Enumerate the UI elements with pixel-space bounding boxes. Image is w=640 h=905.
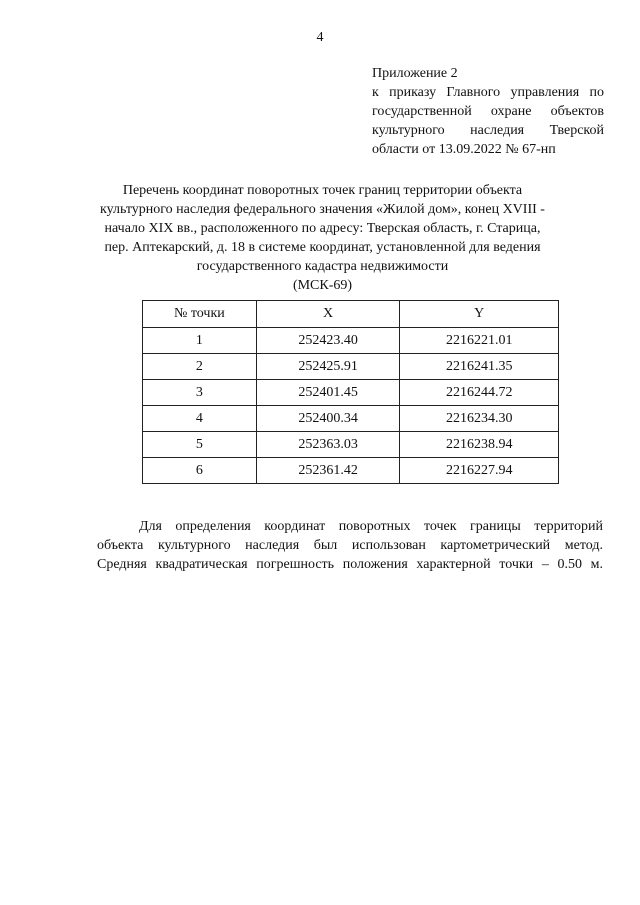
table-row: [143, 354, 559, 380]
table-row: [143, 380, 559, 406]
appendix-header: [372, 64, 604, 159]
note-line: объекта культурного наследия был использован картометрический метод.: [97, 538, 603, 553]
title-line: государственного кадастра недвижимости: [196, 259, 449, 274]
title-line: культурного наследия федерального значения «Жилой дом», конец XVIII -: [100, 202, 545, 217]
cell-x: 252423.40: [256, 328, 400, 354]
cell-point: 6: [143, 458, 257, 484]
table-row: [143, 458, 559, 484]
cell-x: 252363.03: [256, 432, 400, 458]
cell-point: 2: [143, 354, 257, 380]
cell-x: 252425.91: [256, 354, 400, 380]
note-line: Для определения координат поворотных точек границы территорий: [139, 519, 603, 534]
cell-point: 1: [143, 328, 257, 354]
cell-x: 252400.34: [256, 406, 400, 432]
title-line: пер. Аптекарский, д. 18 в системе координат, установленной для ведения: [104, 240, 541, 255]
title-line: начало XIX вв., расположенного по адресу: Тверская область, г. Старица,: [104, 221, 541, 236]
table-header-row: [143, 301, 559, 328]
note-line: Средняя квадратическая погрешность положения характерной точки – 0.50 м.: [97, 557, 603, 572]
header-point-number: № точки: [143, 301, 257, 328]
table-row: [143, 406, 559, 432]
cell-point: 5: [143, 432, 257, 458]
table-row: [143, 432, 559, 458]
cell-y: 2216238.94: [400, 432, 559, 458]
table-row: [143, 328, 559, 354]
title-line: (МСК-69): [292, 278, 353, 293]
cell-y: 2216221.01: [400, 328, 559, 354]
cell-y: 2216244.72: [400, 380, 559, 406]
cell-y: 2216234.30: [400, 406, 559, 432]
appendix-line: государственной охране объектов: [372, 104, 604, 119]
document-title: [80, 181, 565, 295]
appendix-line: Приложение 2: [372, 66, 458, 81]
title-line: Перечень координат поворотных точек границ территории объекта: [122, 183, 523, 198]
appendix-line: области от 13.09.2022 № 67-нп: [372, 142, 556, 157]
appendix-line: к приказу Главного управления по: [372, 85, 604, 100]
appendix-line: культурного наследия Тверской: [372, 123, 604, 138]
cell-y: 2216241.35: [400, 354, 559, 380]
page-number: 4: [316, 30, 324, 45]
method-note: [97, 517, 603, 574]
header-x: X: [256, 301, 400, 328]
cell-x: 252401.45: [256, 380, 400, 406]
cell-x: 252361.42: [256, 458, 400, 484]
header-y: Y: [400, 301, 559, 328]
cell-y: 2216227.94: [400, 458, 559, 484]
cell-point: 4: [143, 406, 257, 432]
coordinates-table: [142, 300, 559, 484]
cell-point: 3: [143, 380, 257, 406]
